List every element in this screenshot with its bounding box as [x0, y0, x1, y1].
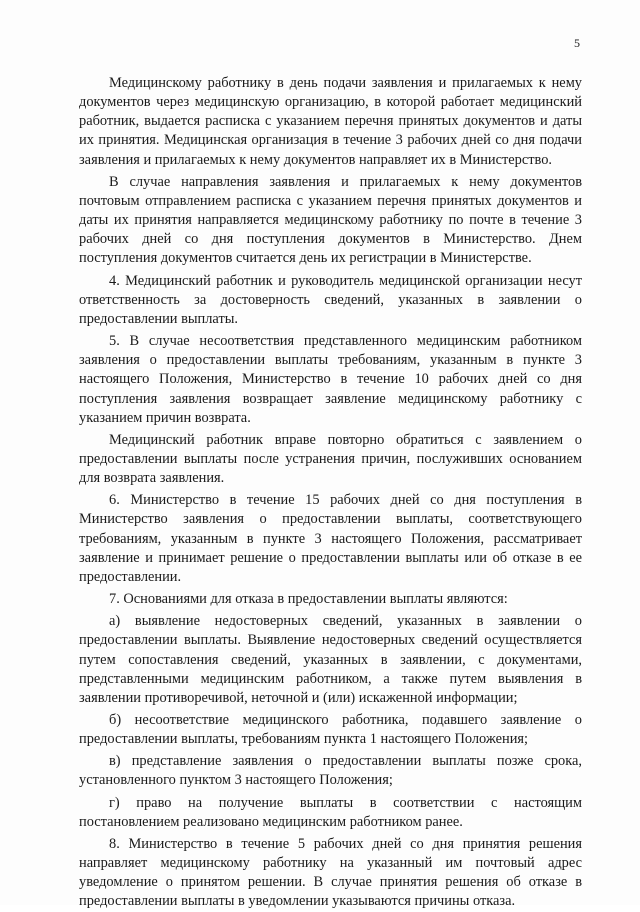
paragraph-item-4: 4. Медицинский работник и руководитель медицинской организации несут ответственность за достоверность сведений, указанных в заявлении о предоставлении выплаты.	[79, 272, 582, 327]
paragraph: Медицинскому работнику в день подачи заявления и прилагаемых к нему документов через медицинскую организацию, в которой работает медицинский работник, выдается расписка с указанием перечня принятых документов и даты их принятия. Медицинская организация в течение 3 рабочих дней со дня подачи заявления и прилагаемых к нему документов направляет их в Министерство.	[79, 75, 582, 168]
paragraph-item-8: 8. Министерство в течение 5 рабочих дней со дня принятия решения направляет медицинскому работнику на указанный им почтовый адрес уведомление о принятом решении. В случае принятия решения об отказе в предоставлении выплаты в уведомлении указываются причины отказа.	[79, 835, 582, 910]
paragraph-item-7: 7. Основаниями для отказа в предоставлении выплаты являются:	[109, 591, 508, 608]
paragraph: Медицинский работник вправе повторно обратиться с заявлением о предоставлении выплаты после устранения причин, послуживших основанием для возврата заявления.	[79, 431, 582, 487]
subitem-a: а) выявление недостоверных сведений, указанных в заявлении о предоставлении выплаты. Выявление недостоверных сведений осуществляется путем сопоставления сведений, указанных в заявлении, с документами, представленными медицинским работником, а также путем выявления в заявлении противоречивой, неточной и (или) искаженной информации;	[79, 613, 582, 706]
subitem-v: в) представление заявления о предоставлении выплаты позже срока, установленного пунктом 3 настоящего Положения;	[79, 753, 582, 789]
paragraph-item-6: 6. Министерство в течение 15 рабочих дней со дня поступления в Министерство заявления о предоставлении выплаты, соответствующего требованиям, указанным в пункте 3 настоящего Положения, рассматривает заявление и принимает решение о предоставлении выплаты или об отказе в ее предоставлении.	[79, 492, 582, 585]
subitem-b: б) несоответствие медицинского работника, подавшего заявление о предоставлении выплаты, требованиям пункта 1 настоящего Положения;	[79, 712, 582, 748]
document-body	[79, 74, 582, 912]
paragraph-item-5: 5. В случае несоответствия представленного медицинским работником заявления о предоставлении выплаты требованиям, указанным в пункте 3 настоящего Положения, Министерство в течение 10 рабочих дней со дня поступления заявления возвращает заявление медицинскому работнику с указанием причин возврата.	[79, 333, 582, 426]
paragraph: В случае направления заявления и прилагаемых к нему документов почтовым отправлением расписка с указанием перечня принятых документов и даты их принятия направляется медицинскому работнику по почте в течение 3 рабочих дней со дня поступления документов в Министерство. Днем поступления документов считается день их регистрации в Министерстве.	[79, 173, 582, 267]
subitem-g: г) право на получение выплаты в соответствии с настоящим постановлением реализовано медицинским работником ранее.	[79, 794, 582, 830]
page-number: 5	[574, 36, 580, 50]
